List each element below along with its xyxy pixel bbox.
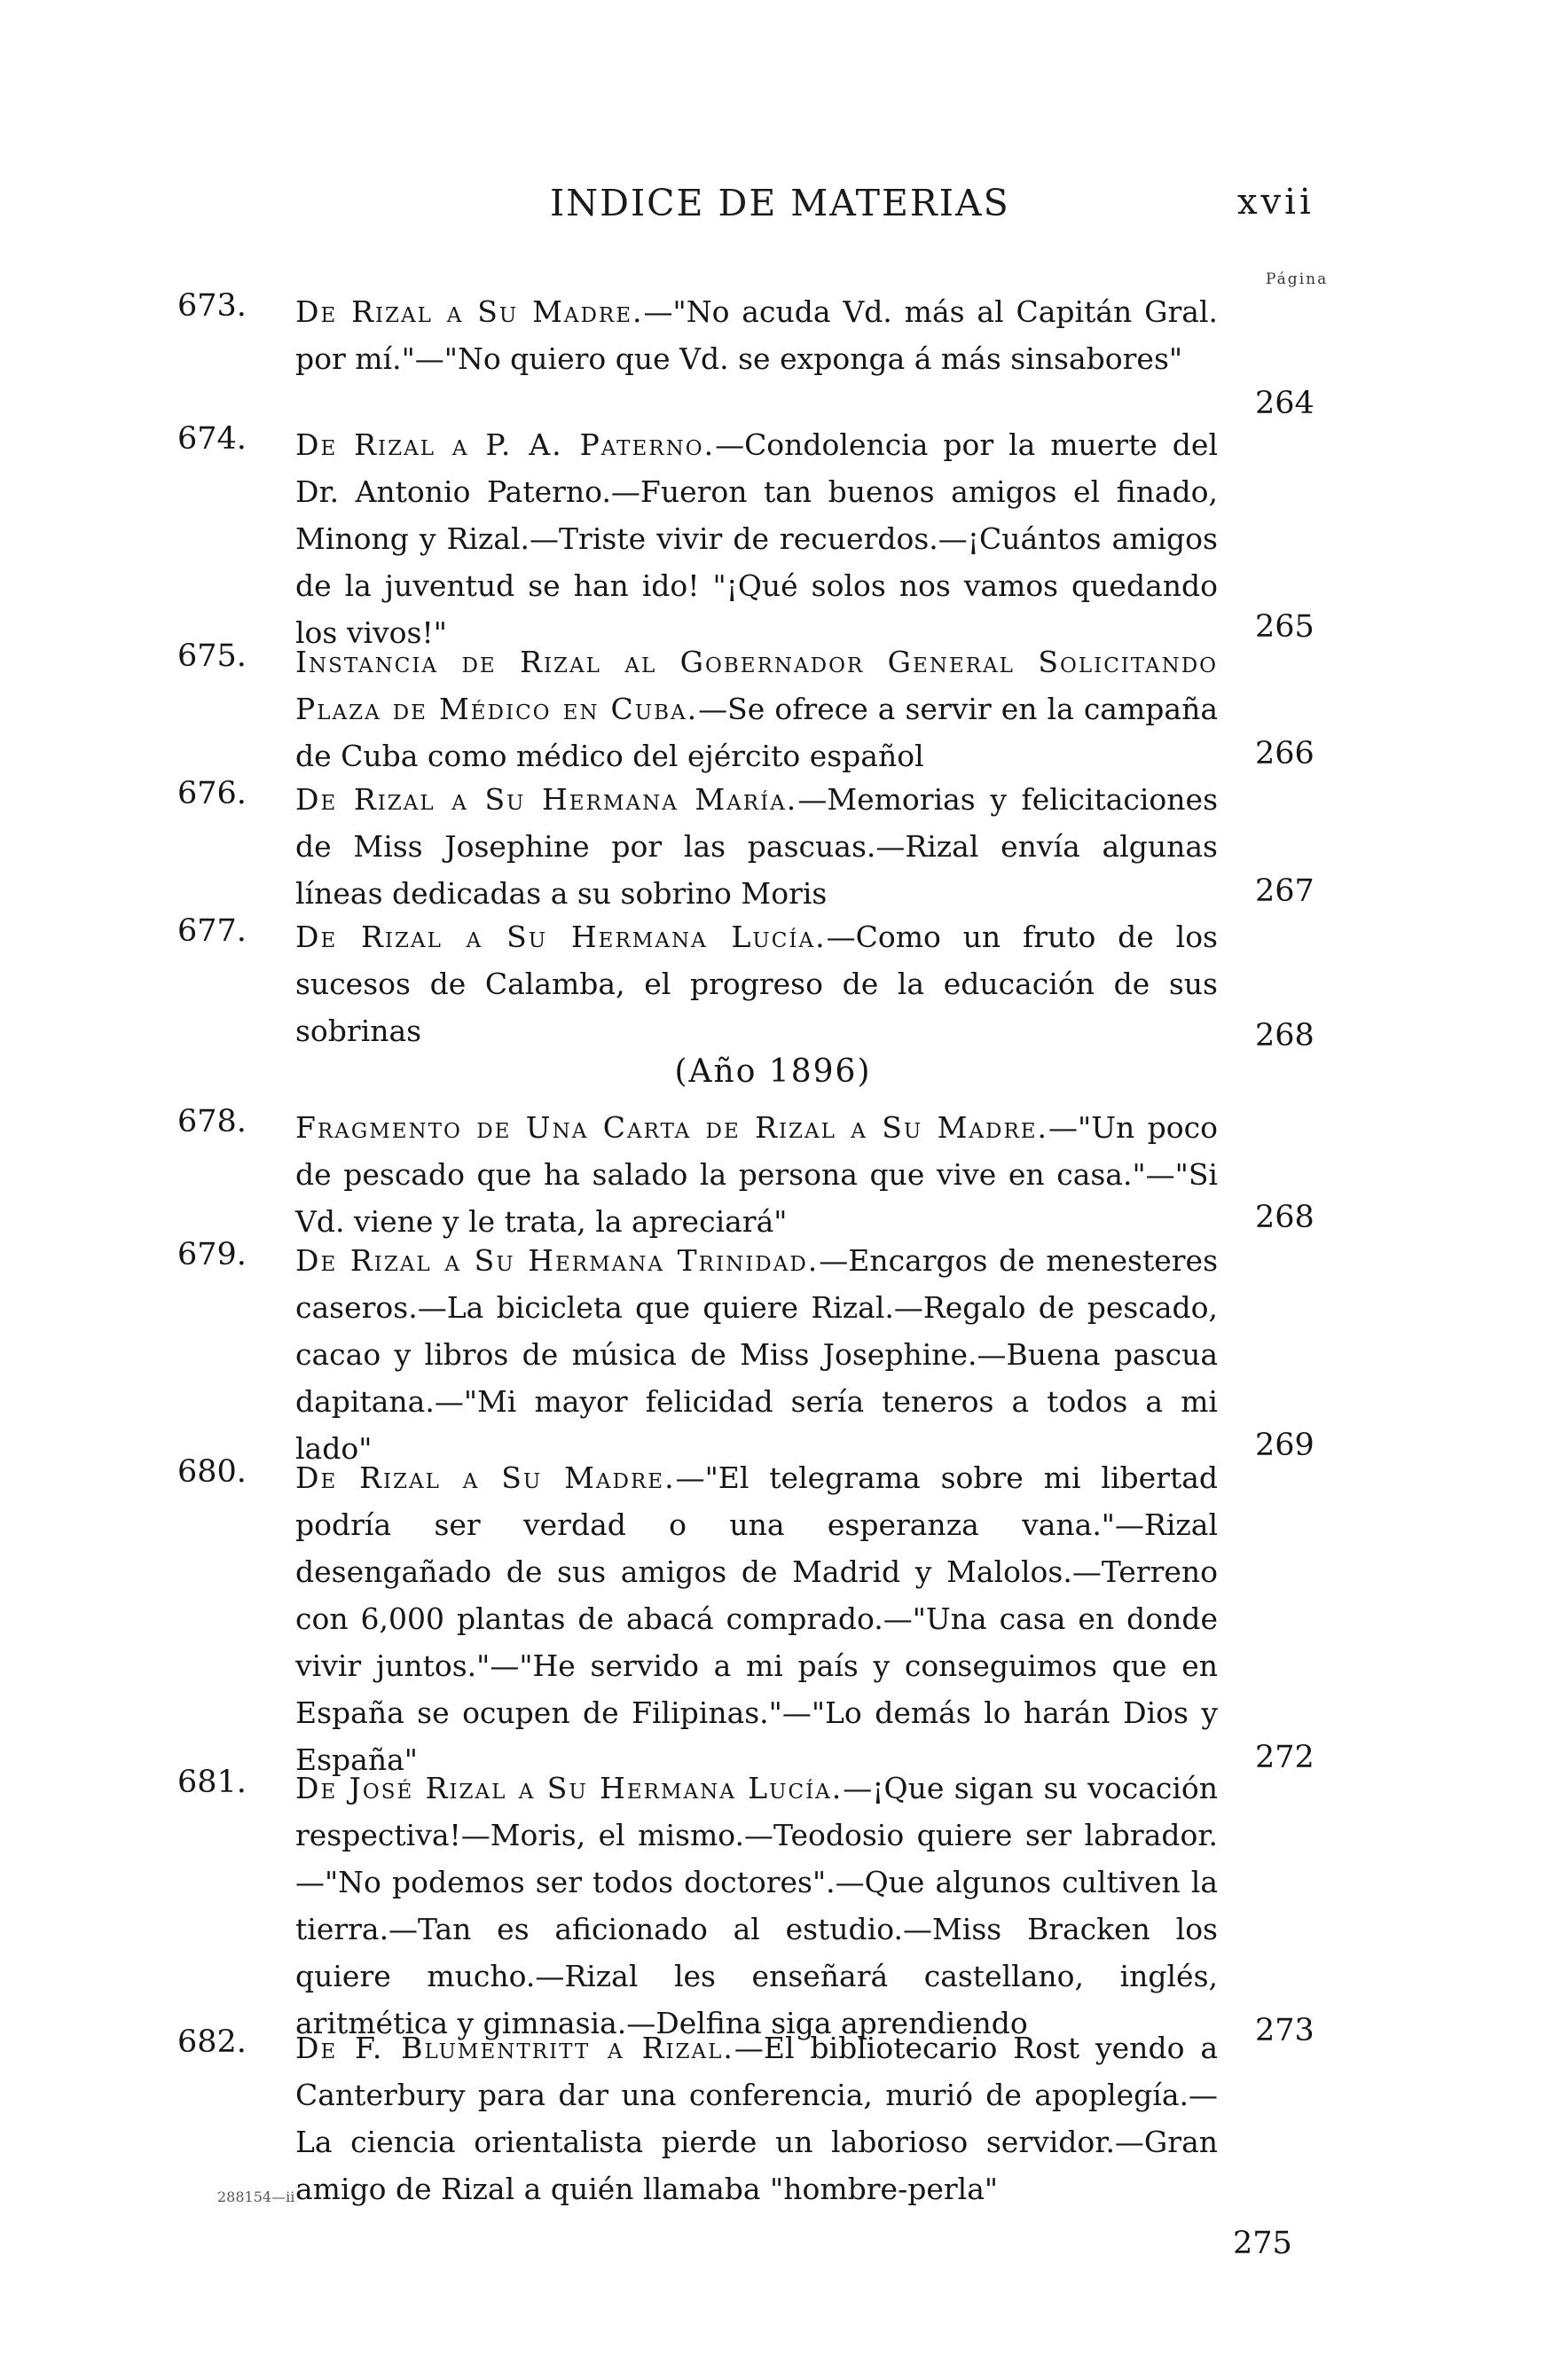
entry-heading: Instancia de Rizal al Gobernador General Solicitando Plaza de Médico en Cuba. [295, 645, 1218, 726]
entry-page: 266 [1255, 736, 1314, 771]
entry-text [295, 1237, 1218, 1472]
entry-heading: De Rizal a Su Hermana Trinidad. [295, 1243, 820, 1278]
entry-number: 675. [177, 638, 247, 674]
entry-heading: De José Rizal a Su Hermana Lucía. [295, 1771, 844, 1805]
entry-number: 682. [177, 2024, 247, 2060]
entry-body: —Se ofrece a servir en la campaña de Cuba como médico del ejército español [295, 692, 1218, 773]
entry-number: 673. [177, 288, 247, 324]
entry-number: 680. [177, 1454, 247, 1490]
entry-number: 674. [177, 421, 247, 457]
entry-page: 268 [1255, 1018, 1314, 1053]
entry-page: 267 [1255, 873, 1314, 909]
pagina-label: Página [1266, 270, 1329, 288]
entry-page-last: 275 [1233, 2226, 1292, 2261]
footer-printer-mark: 288154—ii [217, 2188, 295, 2205]
entry-text [295, 1104, 1218, 1245]
entry-heading: De Rizal a Su Hermana María. [295, 782, 798, 817]
year-heading: (Año 1896) [674, 1053, 872, 1090]
entry-body: —"El telegrama sobre mi libertad podría ser verdad o una esperanza vana."—Rizal desengañado de sus amigos de Madrid y Malolos.—Terreno con 6,000 plantas de abacá comprado.—"Una casa en donde vivir juntos."—"He servido a mi país y conseguimos que en España se ocupen de Filipinas."—"Lo demás lo harán Dios y España" [295, 1460, 1219, 1777]
entry-page: 269 [1255, 1428, 1314, 1463]
entry-text [295, 1454, 1218, 1783]
entry-text [295, 1765, 1218, 2047]
entry-number: 678. [177, 1104, 247, 1139]
entry-page: 265 [1255, 609, 1314, 645]
entry-body: —"Un poco de pescado que ha salado la persona que vive en casa."—"Si Vd. viene y le trata, la apreciará" [295, 1110, 1218, 1239]
entry-text [295, 913, 1218, 1054]
entry-text [295, 288, 1218, 382]
page-number: xvii [1237, 182, 1314, 223]
entry-heading: De Rizal a Su Hermana Lucía. [295, 920, 827, 954]
page-header [0, 182, 1546, 235]
page-title: INDICE DE MATERIAS [550, 182, 1010, 224]
entry-page: 273 [1255, 2013, 1314, 2048]
entry-text [295, 638, 1218, 779]
entry-heading: De F. Blumentritt a Rizal. [295, 2031, 734, 2065]
entry-body: —¡Que sigan su vocación respectiva!—Moris, el mismo.—Teodosio quiere ser labrador.—"No podemos ser todos doctores".—Que algunos cultiven la tierra.—Tan es aficionado al estudio.—Miss Bracken los quiere mucho.—Rizal les enseñará castellano, inglés, aritmética y gimnasia.—Delfina siga aprendiendo [295, 1771, 1219, 2040]
entry-body: —Memorias y felicitaciones de Miss Josephine por las pascuas.—Rizal envía algunas líneas dedicadas a su sobrino Moris [295, 782, 1219, 911]
entry-body: —Condolencia por la muerte del Dr. Antonio Paterno.—Fueron tan buenos amigos el finado, Minong y Rizal.—Triste vivir de recuerdos.—¡Cuántos amigos de la juventud se han ido! "¡Qué solos nos vamos quedando los vivos!" [295, 427, 1218, 650]
entry-text [295, 776, 1218, 917]
entry-heading: De Rizal a P. A. Paterno. [295, 427, 716, 462]
entry-body: —El bibliotecario Rost yendo a Canterbury para dar una conferencia, murió de apoplegía.—La ciencia orientalista pierde un laborioso servidor.—Gran amigo de Rizal a quién llamaba "hombre-perla" [295, 2031, 1218, 2206]
entry-page: 264 [1255, 386, 1314, 421]
entry-page: 272 [1255, 1740, 1314, 1775]
entry-heading: De Rizal a Su Madre. [295, 294, 644, 329]
entry-text [295, 421, 1218, 656]
entry-body: —"No acuda Vd. más al Capitán Gral. por mí."—"No quiero que Vd. se exponga á más sinsabores" [295, 294, 1218, 376]
entry-number: 681. [177, 1765, 247, 1800]
entry-page: 268 [1255, 1200, 1314, 1235]
entry-text [295, 2024, 1218, 2212]
entry-number: 676. [177, 776, 247, 811]
entry-number: 677. [177, 913, 247, 949]
entry-number: 679. [177, 1237, 247, 1272]
entry-body: —Como un fruto de los sucesos de Calamba, el progreso de la educación de sus sobrinas [295, 920, 1218, 1048]
entry-heading: Fragmento de Una Carta de Rizal a Su Madre. [295, 1110, 1049, 1145]
entry-body: —Encargos de menesteres caseros.—La bicicleta que quiere Rizal.—Regalo de pescado, cacao y libros de música de Miss Josephine.—Buena pascua dapitana.—"Mi mayor felicidad sería teneros a todos a mi lado" [295, 1243, 1219, 1466]
entry-heading: De Rizal a Su Madre. [295, 1460, 676, 1495]
